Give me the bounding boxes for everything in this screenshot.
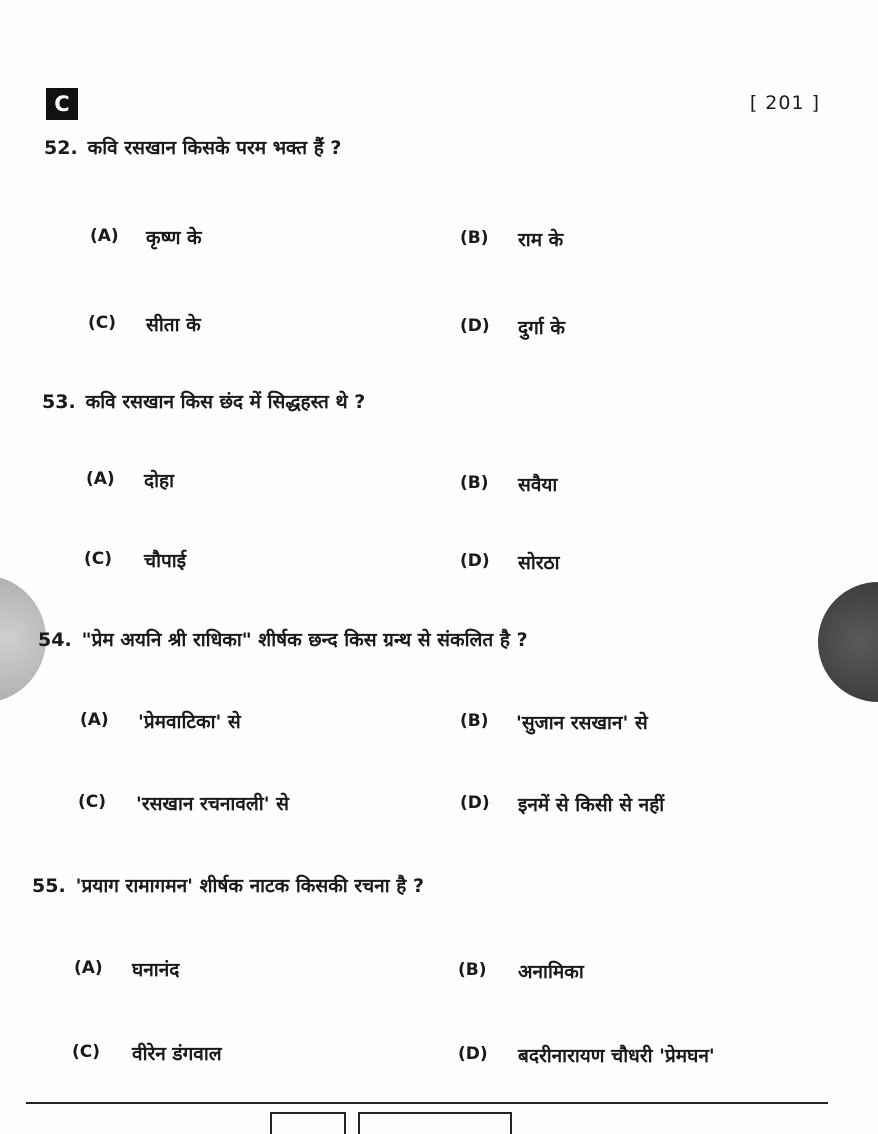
option-53-b[interactable] <box>460 471 558 496</box>
option-55-a[interactable] <box>74 956 180 981</box>
option-letter: (D) <box>460 793 490 813</box>
bottom-divider <box>26 1102 828 1104</box>
option-53-d[interactable] <box>460 549 560 574</box>
option-letter: (B) <box>458 960 487 980</box>
option-text: वीरेन डंगवाल <box>132 1043 222 1065</box>
option-text: कृष्ण के <box>146 227 202 249</box>
option-letter: (A) <box>74 958 103 978</box>
option-text: 'सुजान रसखान' से <box>516 712 648 734</box>
option-text: सीता के <box>146 314 201 336</box>
option-letter: (A) <box>80 710 109 730</box>
option-text: बदरीनारायण चौधरी 'प्रेमघन' <box>518 1045 715 1067</box>
option-52-d[interactable] <box>460 314 565 339</box>
option-letter: (C) <box>72 1042 101 1062</box>
question-number: 52. <box>44 137 78 159</box>
option-text: सोरठा <box>518 552 560 574</box>
option-letter: (D) <box>460 551 490 571</box>
option-54-c[interactable] <box>78 790 289 815</box>
option-letter: (B) <box>460 228 489 248</box>
option-54-d[interactable] <box>460 791 665 816</box>
option-letter: (A) <box>86 469 115 489</box>
question-text: कवि रसखान किस छंद में सिद्धहस्त थे ? <box>85 391 366 413</box>
option-letter: (B) <box>460 473 489 493</box>
option-text: 'प्रेमवाटिका' से <box>138 711 241 733</box>
set-badge: C <box>46 88 78 120</box>
option-55-d[interactable] <box>458 1042 715 1067</box>
question-number: 54. <box>38 629 72 651</box>
option-letter: (C) <box>84 549 113 569</box>
page-number: [ 201 ] <box>749 92 820 114</box>
question-53 <box>42 388 365 414</box>
option-55-c[interactable] <box>72 1040 222 1065</box>
option-54-b[interactable] <box>460 709 648 734</box>
question-number: 53. <box>42 391 76 413</box>
option-53-c[interactable] <box>84 547 187 572</box>
option-letter: (D) <box>460 316 490 336</box>
option-letter: (C) <box>88 313 117 333</box>
option-52-b[interactable] <box>460 226 564 251</box>
option-52-c[interactable] <box>88 311 201 336</box>
option-text: राम के <box>518 229 564 251</box>
option-text: दुर्गा के <box>518 317 565 339</box>
question-text: कवि रसखान किसके परम भक्त हैं ? <box>87 137 342 159</box>
option-text: चौपाई <box>144 550 187 572</box>
option-letter: (A) <box>90 226 119 246</box>
option-55-b[interactable] <box>458 958 584 983</box>
option-letter: (D) <box>458 1044 488 1064</box>
question-55 <box>32 872 424 898</box>
option-53-a[interactable] <box>86 467 175 492</box>
option-52-a[interactable] <box>90 224 202 249</box>
option-letter: (B) <box>460 711 489 731</box>
binder-hole-right <box>818 582 878 702</box>
option-text: इनमें से किसी से नहीं <box>518 794 665 816</box>
option-text: 'रसखान रचनावली' से <box>136 793 289 815</box>
option-text: सवैया <box>518 474 558 496</box>
option-54-a[interactable] <box>80 708 241 733</box>
question-54 <box>38 626 528 652</box>
footer-box-right <box>358 1112 512 1134</box>
question-text: "प्रेम अयनि श्री राधिका" शीर्षक छन्द किस ग्रन्थ से संकलित है ? <box>81 629 528 651</box>
option-text: अनामिका <box>518 961 584 983</box>
footer-box-left <box>270 1112 346 1134</box>
question-text: 'प्रयाग रामागमन' शीर्षक नाटक किसकी रचना है ? <box>75 875 424 897</box>
question-52 <box>44 134 341 160</box>
question-number: 55. <box>32 875 66 897</box>
option-text: दोहा <box>144 470 175 492</box>
option-letter: (C) <box>78 792 107 812</box>
option-text: घनानंद <box>132 959 180 981</box>
